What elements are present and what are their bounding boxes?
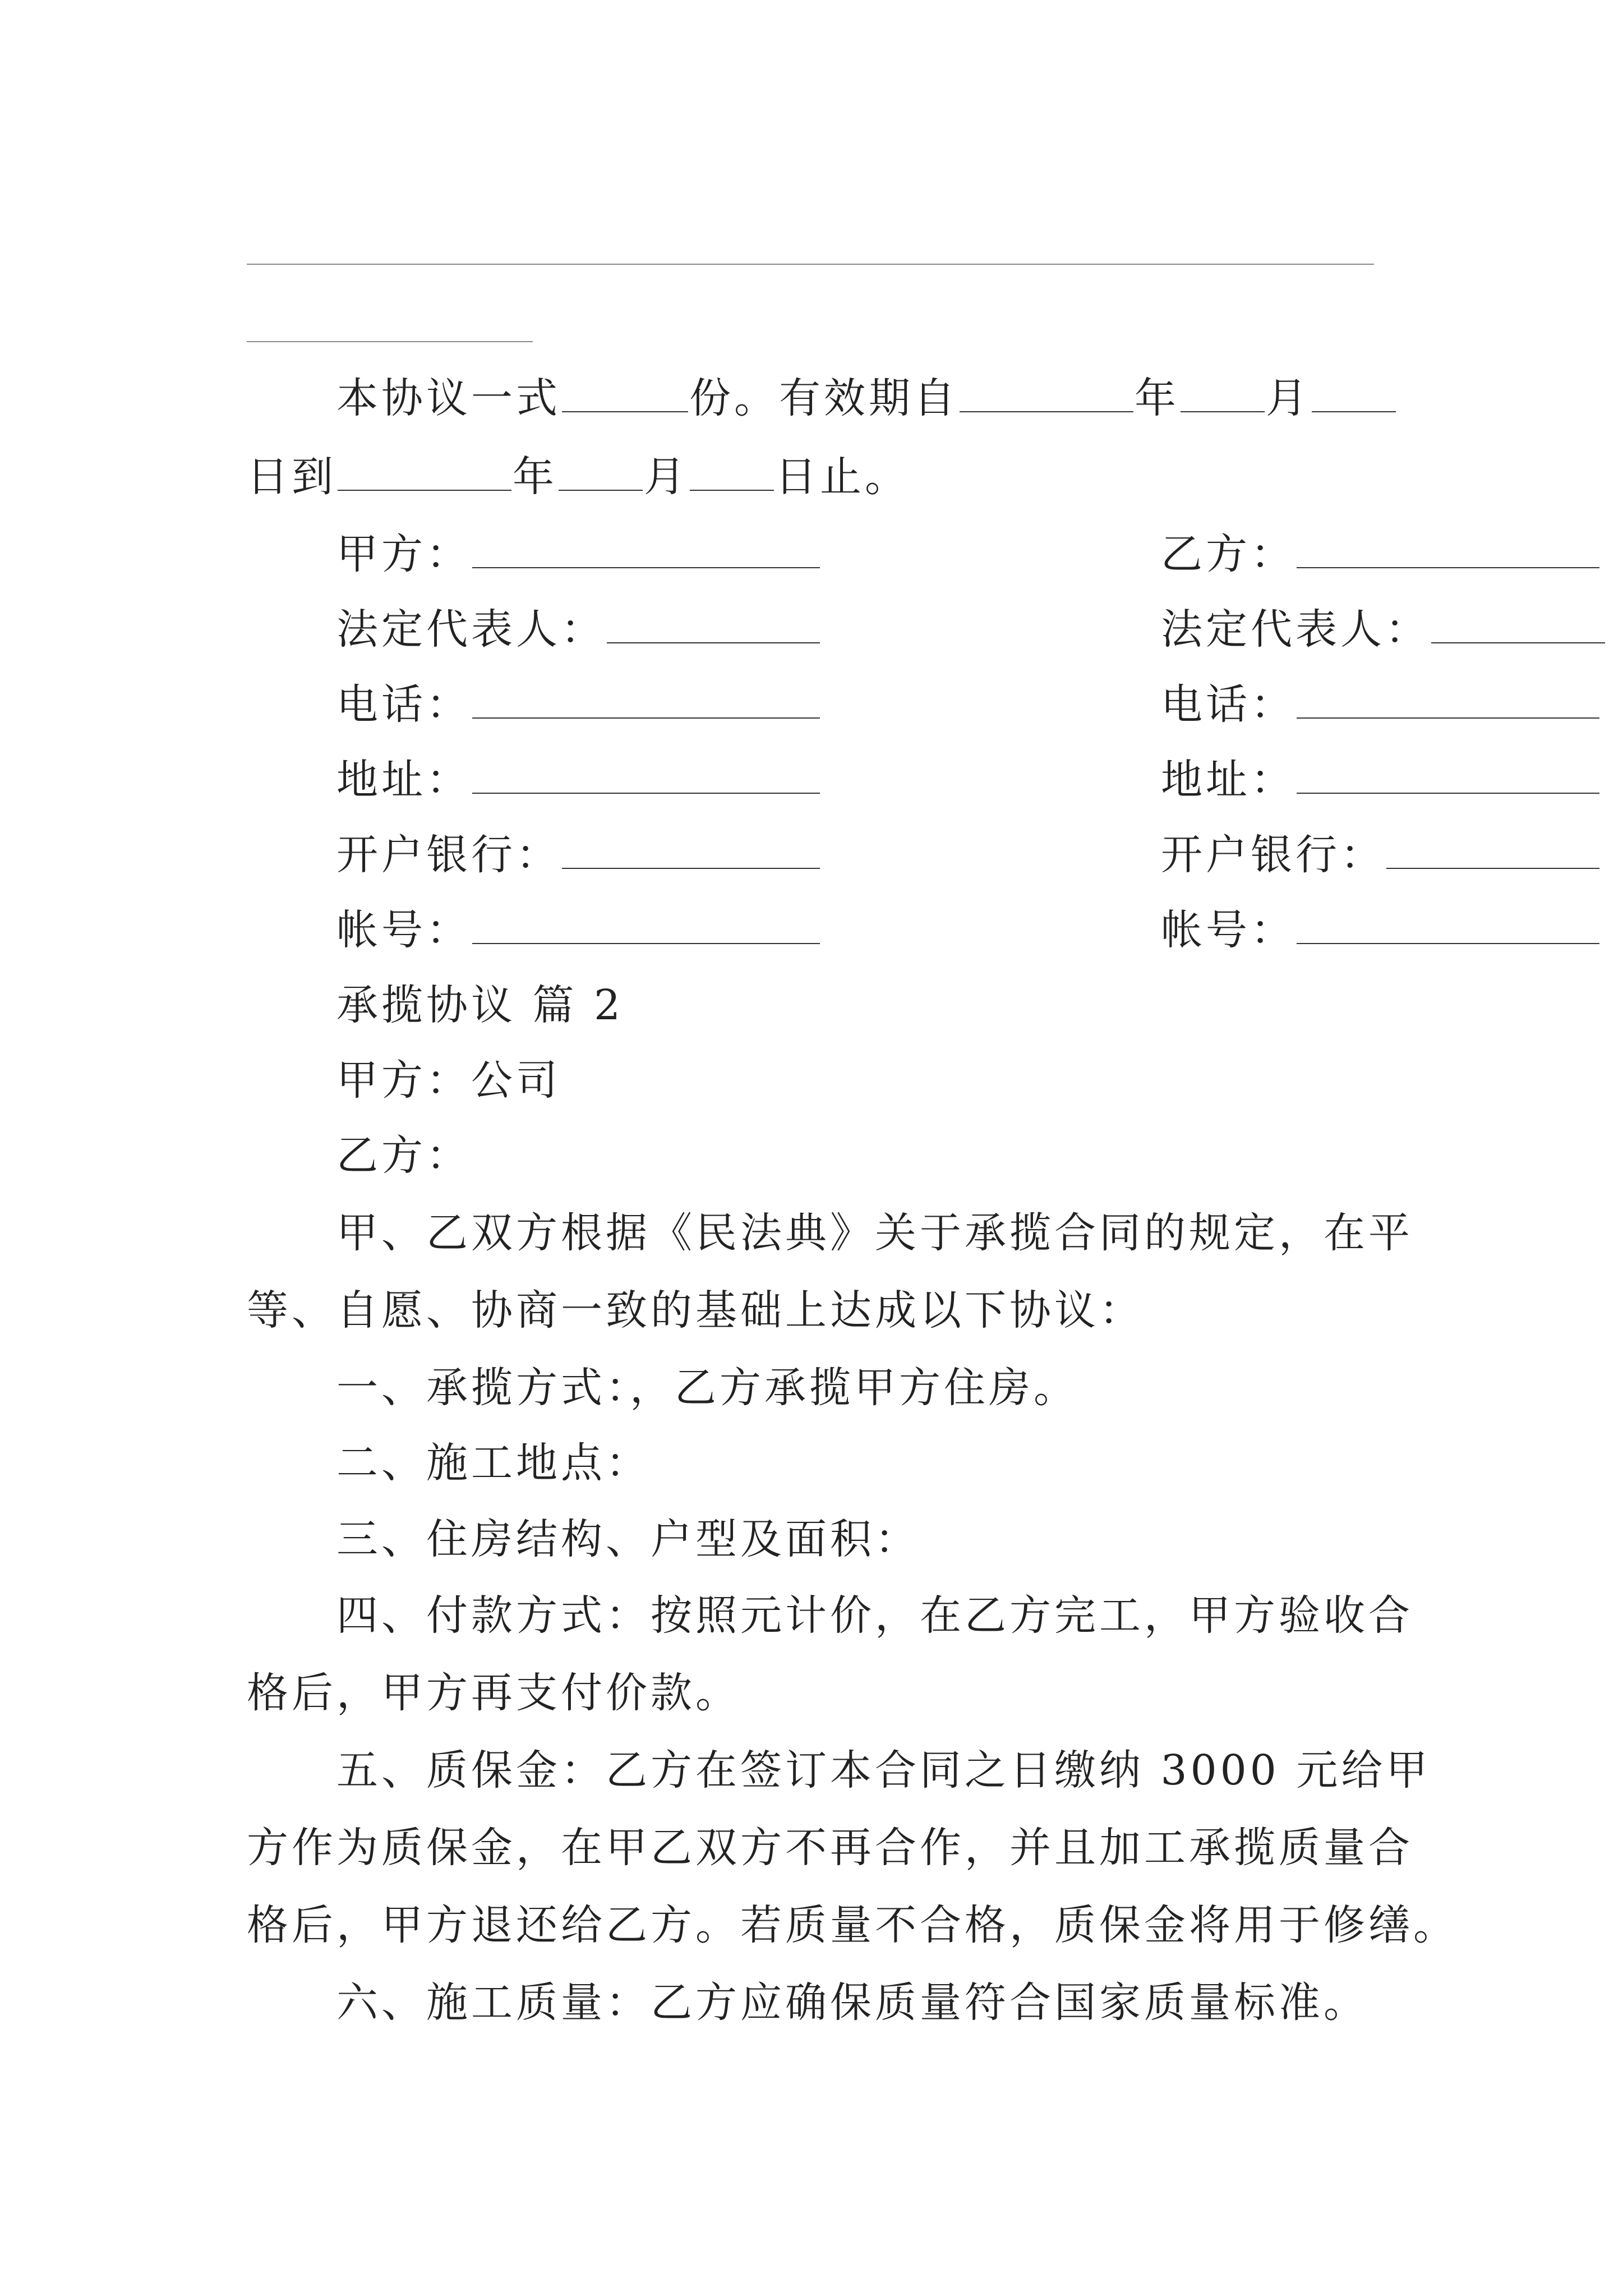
bank-b-blank[interactable] (1386, 833, 1599, 869)
item-5-line-2: 方作为质保金，在甲乙双方不再合作，并且加工承揽质量合 (247, 1824, 1413, 1872)
address-a-blank[interactable] (472, 758, 820, 794)
section-party-b: 乙方： (336, 1131, 471, 1180)
bank-b-label: 开户银行： (1161, 831, 1385, 879)
phone-b-label: 电话： (1161, 680, 1295, 729)
top-divider-line (247, 264, 1374, 265)
section-party-a: 甲方：公司 (336, 1056, 561, 1105)
month-label: 月 (1266, 374, 1311, 422)
signature-row-address (336, 752, 1458, 808)
validity-text-3: 日到 (247, 453, 336, 501)
start-day-blank[interactable] (1312, 376, 1396, 412)
month-label-2: 月 (644, 453, 689, 501)
account-a-blank[interactable] (472, 908, 820, 944)
address-a-label: 地址： (336, 756, 471, 804)
signature-row-rep (336, 601, 1458, 657)
validity-line-2 (247, 449, 910, 505)
party-a-blank[interactable] (472, 532, 820, 568)
phone-b-field (1161, 677, 1601, 733)
end-month-blank[interactable] (559, 455, 643, 491)
rep-b-blank[interactable] (1431, 608, 1605, 643)
start-year-blank[interactable] (960, 376, 1133, 412)
phone-a-blank[interactable] (472, 683, 820, 719)
rep-b-label: 法定代表人： (1161, 605, 1430, 654)
intro-line-2: 等、自愿、协商一致的基础上达成以下协议： (247, 1286, 1144, 1335)
item-4-line-1: 四、付款方式：按照元计价，在乙方完工，甲方验收合 (336, 1591, 1413, 1640)
validity-text-2: 份。有效期自 (689, 374, 958, 422)
start-month-blank[interactable] (1181, 376, 1265, 412)
year-label: 年 (1135, 374, 1179, 422)
rep-a-blank[interactable] (607, 608, 820, 643)
item-3: 三、住房结构、户型及面积： (336, 1515, 920, 1563)
account-b-label: 帐号： (1161, 906, 1295, 954)
item-6: 六、施工质量：乙方应确保质量符合国家质量标准。 (336, 1978, 1368, 2027)
item-5-line-3: 格后，甲方退还给乙方。若质量不合格，质保金将用于修缮。 (247, 1901, 1458, 1949)
address-b-label: 地址： (1161, 756, 1295, 804)
bank-a-blank[interactable] (562, 833, 820, 869)
validity-end-text: 日止。 (775, 453, 910, 501)
validity-text-1: 本协议一式 (336, 374, 561, 422)
party-b-label: 乙方： (1161, 530, 1295, 578)
copies-blank[interactable] (562, 376, 688, 412)
account-b-field (1161, 902, 1601, 958)
bank-a-label: 开户银行： (336, 831, 561, 879)
item-1: 一、承揽方式：，乙方承揽甲方住房。 (336, 1364, 1078, 1412)
signature-row-bank (336, 827, 1458, 883)
rep-b-field (1161, 601, 1606, 657)
party-b-blank[interactable] (1297, 532, 1599, 568)
end-day-blank[interactable] (690, 455, 774, 491)
address-b-blank[interactable] (1297, 758, 1599, 794)
item-2: 二、施工地点： (336, 1439, 651, 1487)
section-heading: 承揽协议 篇 2 (336, 981, 624, 1029)
rep-a-label: 法定代表人： (336, 605, 606, 654)
end-year-blank[interactable] (338, 455, 511, 491)
account-a-label: 帐号： (336, 906, 471, 954)
party-b-field (1161, 526, 1601, 582)
phone-a-label: 电话： (336, 680, 471, 729)
item-5-line-1: 五、质保金：乙方在签订本合同之日缴纳 3000 元给甲 (336, 1746, 1431, 1795)
item-4-line-2: 格后，甲方再支付价款。 (247, 1669, 740, 1717)
signature-row-party (336, 526, 1458, 582)
bank-b-field (1161, 827, 1601, 883)
signature-row-account (336, 902, 1458, 958)
signature-row-phone (336, 677, 1458, 733)
account-b-blank[interactable] (1297, 908, 1599, 944)
validity-line-1 (336, 370, 1397, 426)
address-b-field (1161, 752, 1601, 808)
short-divider-line (247, 341, 533, 342)
year-label-2: 年 (513, 453, 557, 501)
phone-b-blank[interactable] (1297, 683, 1599, 719)
intro-line-1: 甲、乙双方根据《民法典》关于承揽合同的规定，在平 (336, 1209, 1413, 1257)
party-a-label: 甲方： (336, 530, 471, 578)
